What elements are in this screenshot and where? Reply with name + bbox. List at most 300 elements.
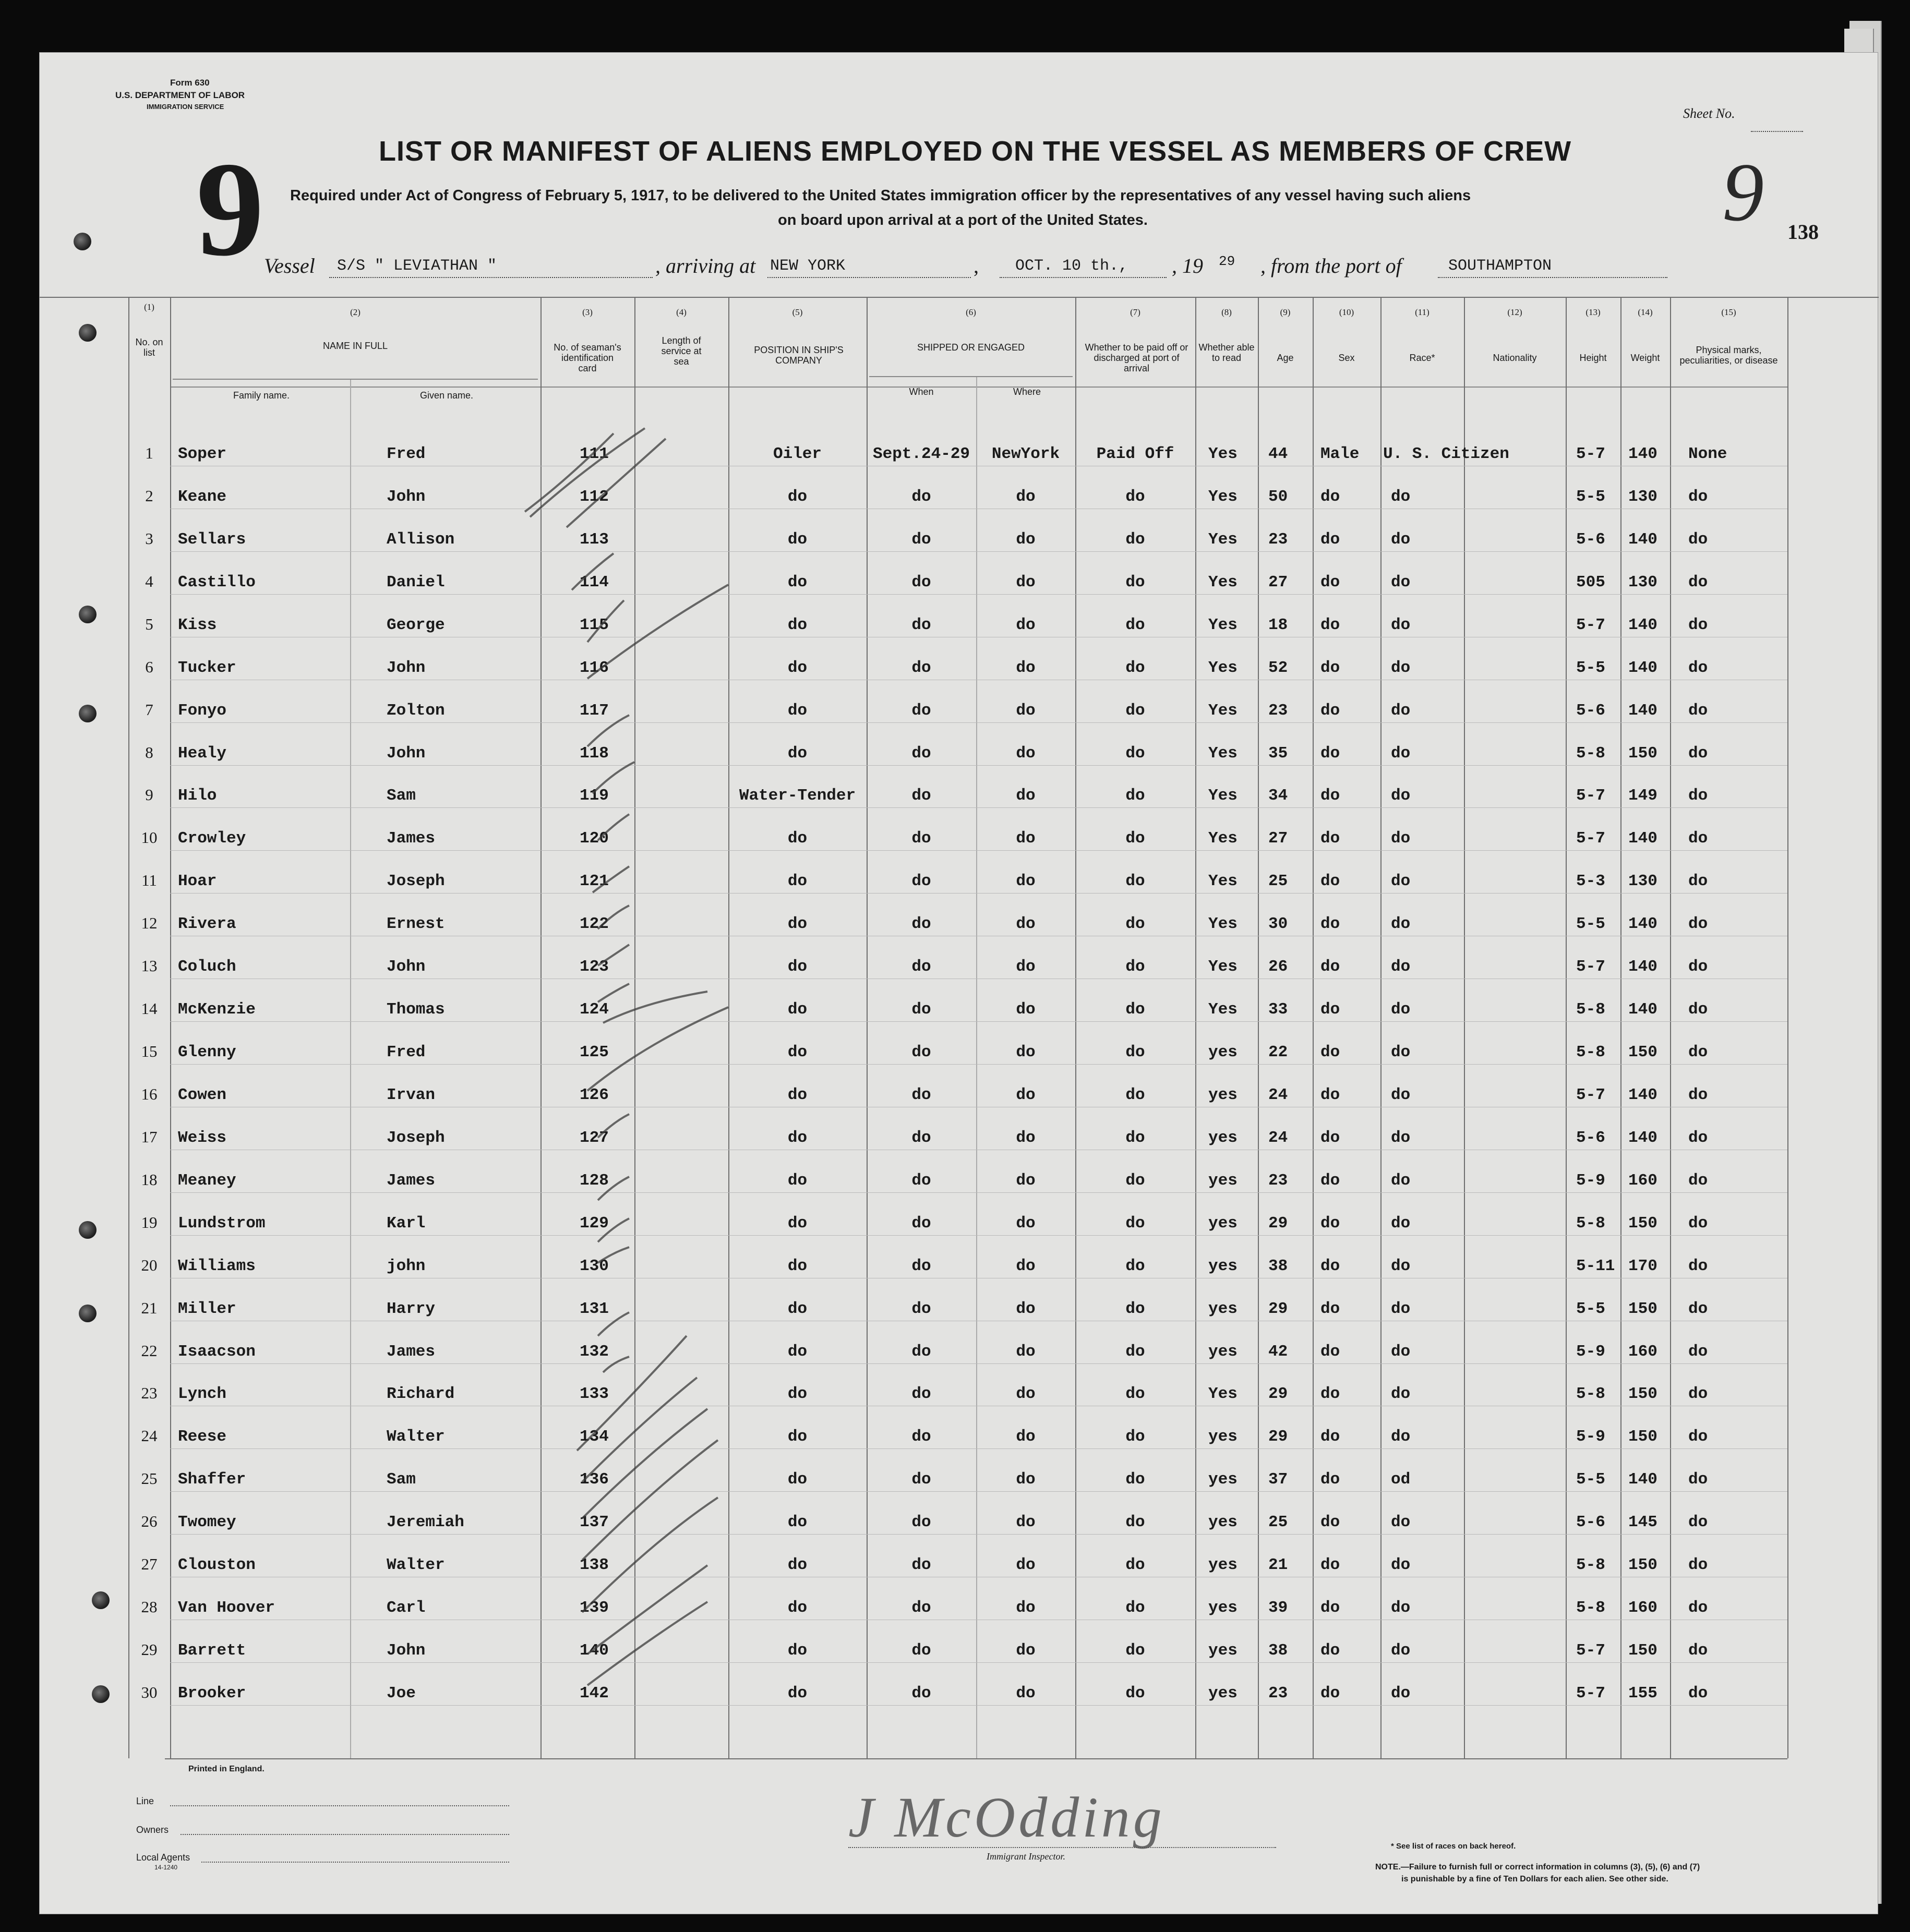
row-rule <box>170 1363 1787 1364</box>
cell-id-card: 126 <box>580 1086 609 1104</box>
row-number: 19 <box>141 1213 158 1231</box>
col-head-age: Age <box>1277 353 1294 363</box>
cell-shipped-when: do <box>911 1214 931 1233</box>
col-head-name: NAME IN FULL <box>322 341 388 351</box>
cell-physical-marks: do <box>1688 1343 1708 1361</box>
cell-race: do <box>1391 1513 1411 1531</box>
cell-shipped-where: do <box>1016 1343 1036 1361</box>
cell-able-read: yes <box>1208 1684 1238 1702</box>
cell-age: 23 <box>1268 1684 1288 1702</box>
cell-position: do <box>787 1172 808 1190</box>
cell-id-card: 130 <box>580 1257 609 1275</box>
cell-shipped-where: do <box>1016 1129 1036 1147</box>
row-rule <box>170 1021 1787 1022</box>
row-rule <box>170 807 1787 808</box>
cell-paid-off: do <box>1125 1641 1145 1660</box>
manifest-title: LIST OR MANIFEST OF ALIENS EMPLOYED ON THE VESSEL AS MEMBERS OF CREW <box>379 136 1572 167</box>
col-divider <box>1313 297 1314 1758</box>
cell-shipped-where: do <box>1016 1385 1036 1403</box>
cell-shipped-when: Sept.24-29 <box>872 445 970 463</box>
row-number: 25 <box>141 1469 158 1488</box>
cell-race: do <box>1391 1556 1411 1574</box>
cell-given-name: James <box>387 1343 436 1361</box>
row-number: 21 <box>141 1299 158 1317</box>
cell-family-name: Hilo <box>178 787 217 805</box>
col-head-physical: Physical marks, peculiarities, or disease <box>1679 345 1778 366</box>
cell-id-card: 117 <box>580 702 609 720</box>
check-stroke <box>598 1312 629 1336</box>
form-number: Form 630 <box>170 78 210 88</box>
cell-shipped-where: do <box>1016 829 1036 848</box>
check-stroke <box>593 762 634 793</box>
check-stroke <box>572 553 614 590</box>
sheet-no-handwritten: 9 <box>1722 146 1764 238</box>
cell-paid-off: do <box>1125 1043 1145 1061</box>
cell-able-read: Yes <box>1208 872 1238 890</box>
cell-height: 5-7 <box>1576 829 1605 848</box>
row-number: 14 <box>141 999 158 1018</box>
cell-id-card: 116 <box>580 659 609 677</box>
row-number: 27 <box>141 1555 158 1573</box>
cell-position: do <box>787 1641 808 1660</box>
owners-label: Owners <box>136 1825 169 1835</box>
cell-race: do <box>1391 829 1411 848</box>
cell-shipped-where: do <box>1016 488 1036 506</box>
cell-able-read: yes <box>1208 1513 1238 1531</box>
cell-family-name: Healy <box>178 744 227 763</box>
cell-given-name: Joe <box>387 1684 416 1702</box>
cell-weight: 130 <box>1628 488 1657 506</box>
cell-shipped-where: do <box>1016 573 1036 591</box>
cell-position: do <box>787 1000 808 1019</box>
col-divider <box>1380 297 1382 1758</box>
check-stroke <box>587 715 629 746</box>
cell-id-card: 131 <box>580 1300 609 1318</box>
race-note: * See list of races on back hereof. <box>1391 1842 1516 1851</box>
year-suffix: 29 <box>1219 253 1235 269</box>
col-divider <box>170 297 171 1758</box>
col-divider <box>128 297 129 1758</box>
check-stroke <box>593 866 629 892</box>
col-num: (9) <box>1280 307 1291 317</box>
cell-able-read: Yes <box>1208 915 1238 933</box>
cell-physical-marks: do <box>1688 1043 1708 1061</box>
col-num: (11) <box>1415 307 1430 317</box>
cell-paid-off: do <box>1125 1385 1145 1403</box>
row-rule <box>170 1662 1787 1663</box>
cell-shipped-where: do <box>1016 1556 1036 1574</box>
cell-given-name: John <box>387 744 426 763</box>
row-rule <box>170 1705 1787 1706</box>
punch-hole <box>79 324 97 342</box>
cell-position: do <box>787 1684 808 1702</box>
cell-shipped-when: do <box>911 488 931 506</box>
cell-given-name: James <box>387 829 436 848</box>
cell-position: Water-Tender <box>739 787 856 805</box>
cell-height: 5-8 <box>1576 1599 1605 1617</box>
cell-age: 39 <box>1268 1599 1288 1617</box>
row-number: 29 <box>141 1640 158 1659</box>
cell-position: do <box>787 872 808 890</box>
cell-shipped-where: do <box>1016 659 1036 677</box>
shipped-subhead-rule <box>869 376 1073 377</box>
col-head-shipped: SHIPPED OR ENGAGED <box>917 342 1025 353</box>
cell-position: do <box>787 1129 808 1147</box>
row-rule <box>170 551 1787 552</box>
vessel-underline <box>329 277 653 278</box>
cell-shipped-where: do <box>1016 702 1036 720</box>
cell-age: 18 <box>1268 616 1288 634</box>
cell-id-card: 139 <box>580 1599 609 1617</box>
table-top-rule <box>40 297 1879 298</box>
cell-physical-marks: do <box>1688 1214 1708 1233</box>
cell-id-card: 113 <box>580 530 609 549</box>
row-rule <box>170 1534 1787 1535</box>
cell-family-name: McKenzie <box>178 1000 256 1019</box>
cell-paid-off: do <box>1125 659 1145 677</box>
cell-shipped-where: do <box>1016 958 1036 976</box>
year-prefix: , 19 <box>1172 254 1203 277</box>
row-rule <box>170 722 1787 723</box>
row-number: 17 <box>141 1128 158 1146</box>
punch-hole <box>79 705 97 722</box>
cell-position: do <box>787 1214 808 1233</box>
cell-sex: do <box>1320 744 1340 763</box>
cell-shipped-when: do <box>911 530 931 549</box>
cell-physical-marks: do <box>1688 1513 1708 1531</box>
cell-sex: do <box>1320 915 1340 933</box>
cell-able-read: Yes <box>1208 1000 1238 1019</box>
cell-given-name: Zolton <box>387 702 445 720</box>
cell-race: od <box>1391 1470 1411 1489</box>
cell-given-name: Jeremiah <box>387 1513 464 1531</box>
arriving-port: NEW YORK <box>770 257 846 275</box>
cell-height: 5-6 <box>1576 1513 1605 1531</box>
cell-shipped-where: do <box>1016 1428 1036 1446</box>
cell-weight: 150 <box>1628 1214 1657 1233</box>
cell-able-read: Yes <box>1208 744 1238 763</box>
manifest-sheet <box>39 52 1878 1914</box>
cell-id-card: 133 <box>580 1385 609 1403</box>
cell-shipped-where: do <box>1016 1470 1036 1489</box>
cell-race: do <box>1391 744 1411 763</box>
row-number: 8 <box>145 743 153 762</box>
cell-height: 5-8 <box>1576 1556 1605 1574</box>
cell-weight: 155 <box>1628 1684 1657 1702</box>
cell-able-read: yes <box>1208 1599 1238 1617</box>
sheet-no-underline <box>1751 131 1803 132</box>
cell-sex: do <box>1320 1641 1340 1660</box>
cell-weight: 150 <box>1628 1043 1657 1061</box>
cell-id-card: 140 <box>580 1641 609 1660</box>
cell-paid-off: do <box>1125 915 1145 933</box>
cell-id-card: 127 <box>580 1129 609 1147</box>
cell-age: 33 <box>1268 1000 1288 1019</box>
cell-age: 38 <box>1268 1641 1288 1660</box>
col-divider <box>867 297 868 1758</box>
cell-id-card: 123 <box>580 958 609 976</box>
cell-shipped-when: do <box>911 1043 931 1061</box>
cell-able-read: yes <box>1208 1428 1238 1446</box>
cell-id-card: 120 <box>580 829 609 848</box>
cell-able-read: Yes <box>1208 616 1238 634</box>
cell-physical-marks: do <box>1688 1641 1708 1660</box>
cell-family-name: Lundstrom <box>178 1214 266 1233</box>
check-stroke <box>587 1602 707 1685</box>
cell-shipped-when: do <box>911 1513 931 1531</box>
cell-sex: do <box>1320 1684 1340 1702</box>
cell-shipped-where: do <box>1016 872 1036 890</box>
cell-given-name: Daniel <box>387 573 445 591</box>
cell-age: 44 <box>1268 445 1288 463</box>
cell-family-name: Meaney <box>178 1172 236 1190</box>
cell-sex: do <box>1320 1214 1340 1233</box>
cell-position: do <box>787 1470 808 1489</box>
cell-given-name: James <box>387 1172 436 1190</box>
cell-paid-off: do <box>1125 1599 1145 1617</box>
cell-shipped-where: do <box>1016 1214 1036 1233</box>
check-stroke <box>598 945 629 965</box>
cell-given-name: Walter <box>387 1428 445 1446</box>
cell-weight: 140 <box>1628 1470 1657 1489</box>
punch-hole <box>79 1221 97 1239</box>
cell-height: 5-7 <box>1576 1641 1605 1660</box>
cell-weight: 140 <box>1628 445 1657 463</box>
cell-able-read: yes <box>1208 1129 1238 1147</box>
cell-able-read: yes <box>1208 1086 1238 1104</box>
cell-weight: 145 <box>1628 1513 1657 1531</box>
cell-id-card: 115 <box>580 616 609 634</box>
cell-race: do <box>1391 1343 1411 1361</box>
fine-note-line-2: is punishable by a fine of Ten Dollars for each alien. See other side. <box>1401 1875 1668 1883</box>
cell-age: 27 <box>1268 573 1288 591</box>
cell-height: 505 <box>1576 573 1605 591</box>
cell-able-read: Yes <box>1208 530 1238 549</box>
cell-shipped-when: do <box>911 1556 931 1574</box>
check-stroke <box>598 1114 629 1138</box>
col-num: (7) <box>1130 307 1140 317</box>
cell-given-name: Irvan <box>387 1086 436 1104</box>
cell-given-name: Richard <box>387 1385 455 1403</box>
cell-shipped-when: do <box>911 787 931 805</box>
cell-race: do <box>1391 1086 1411 1104</box>
cell-race: do <box>1391 488 1411 506</box>
cell-paid-off: do <box>1125 488 1145 506</box>
cell-position: do <box>787 616 808 634</box>
cell-age: 37 <box>1268 1470 1288 1489</box>
cell-paid-off: do <box>1125 616 1145 634</box>
cell-family-name: Miller <box>178 1300 236 1318</box>
cell-given-name: John <box>387 958 426 976</box>
check-stroke <box>582 1498 718 1612</box>
cell-able-read: yes <box>1208 1556 1238 1574</box>
owners-underline <box>181 1834 509 1835</box>
cell-physical-marks: do <box>1688 1086 1708 1104</box>
cell-paid-off: do <box>1125 1172 1145 1190</box>
cell-age: 27 <box>1268 829 1288 848</box>
row-rule <box>170 765 1787 766</box>
cell-race: do <box>1391 1428 1411 1446</box>
cell-weight: 130 <box>1628 573 1657 591</box>
cell-family-name: Lynch <box>178 1385 227 1403</box>
sheet-no-label: Sheet No. <box>1683 106 1735 121</box>
cell-family-name: Castillo <box>178 573 256 591</box>
col-head-sex: Sex <box>1338 353 1355 363</box>
cell-id-card: 124 <box>580 1000 609 1019</box>
cell-paid-off: do <box>1125 1684 1145 1702</box>
cell-shipped-where: do <box>1016 1300 1036 1318</box>
punch-hole <box>92 1685 110 1703</box>
col-divider <box>350 379 351 1758</box>
col-num: (2) <box>350 307 361 317</box>
cell-sex: do <box>1320 530 1340 549</box>
col-num: (3) <box>582 307 593 317</box>
cell-position: do <box>787 1043 808 1061</box>
cell-race: do <box>1391 1300 1411 1318</box>
check-stroke <box>567 439 666 527</box>
cell-age: 25 <box>1268 872 1288 890</box>
cell-sex: do <box>1320 787 1340 805</box>
cell-shipped-where: do <box>1016 1641 1036 1660</box>
cell-age: 29 <box>1268 1214 1288 1233</box>
cell-able-read: yes <box>1208 1300 1238 1318</box>
check-stroke <box>598 1177 629 1200</box>
cell-able-read: yes <box>1208 1343 1238 1361</box>
cell-position: do <box>787 1556 808 1574</box>
cell-sex: do <box>1320 1172 1340 1190</box>
cell-sex: Male <box>1320 445 1360 463</box>
cell-physical-marks: do <box>1688 872 1708 890</box>
table-bottom-rule <box>165 1758 1787 1759</box>
cell-given-name: Joseph <box>387 1129 445 1147</box>
cell-physical-marks: do <box>1688 958 1708 976</box>
cell-physical-marks: do <box>1688 659 1708 677</box>
cell-sex: do <box>1320 616 1340 634</box>
cell-family-name: Shaffer <box>178 1470 246 1489</box>
cell-race: do <box>1391 573 1411 591</box>
col-divider <box>1195 297 1196 1758</box>
row-number: 16 <box>141 1085 158 1103</box>
cell-family-name: Fonyo <box>178 702 227 720</box>
cell-position: do <box>787 1300 808 1318</box>
cell-given-name: John <box>387 488 426 506</box>
cell-sex: do <box>1320 1470 1340 1489</box>
punch-hole <box>92 1591 110 1609</box>
big-sheet-number: 9 <box>196 134 264 284</box>
row-number: 9 <box>145 786 153 804</box>
row-number: 5 <box>145 615 153 633</box>
cell-shipped-when: do <box>911 1343 931 1361</box>
cell-position: do <box>787 744 808 763</box>
cell-paid-off: do <box>1125 1000 1145 1019</box>
cell-shipped-when: do <box>911 1000 931 1019</box>
row-number: 3 <box>145 529 153 548</box>
cell-able-read: yes <box>1208 1172 1238 1190</box>
check-stroke <box>598 814 629 840</box>
cell-height: 5-6 <box>1576 702 1605 720</box>
cell-paid-off: do <box>1125 744 1145 763</box>
cell-shipped-when: do <box>911 659 931 677</box>
col-head-paid: Whether to be paid off or discharged at port of arrival <box>1085 342 1188 373</box>
cell-id-card: 125 <box>580 1043 609 1061</box>
cell-weight: 140 <box>1628 616 1657 634</box>
cell-physical-marks: do <box>1688 616 1708 634</box>
row-rule <box>170 1448 1787 1449</box>
col-num: (4) <box>676 307 687 317</box>
cell-physical-marks: None <box>1688 445 1727 463</box>
cell-height: 5-8 <box>1576 1214 1605 1233</box>
cell-physical-marks: do <box>1688 1470 1708 1489</box>
cell-physical-marks: do <box>1688 1000 1708 1019</box>
col-divider <box>1787 297 1788 1758</box>
cell-position: do <box>787 1385 808 1403</box>
cell-given-name: Allison <box>387 530 455 549</box>
cell-able-read: Yes <box>1208 445 1238 463</box>
col-divider <box>1075 297 1076 1758</box>
cell-weight: 150 <box>1628 1556 1657 1574</box>
row-number: 4 <box>145 572 153 590</box>
name-subhead-rule <box>173 379 538 380</box>
cell-physical-marks: do <box>1688 1556 1708 1574</box>
cell-family-name: Coluch <box>178 958 236 976</box>
inspector-signature: J McOdding <box>848 1785 1165 1849</box>
cell-height: 5-7 <box>1576 445 1605 463</box>
vessel-label: Vessel <box>264 254 315 277</box>
cell-age: 22 <box>1268 1043 1288 1061</box>
cell-height: 5-11 <box>1576 1257 1615 1275</box>
check-stroke <box>598 1218 629 1242</box>
cell-age: 25 <box>1268 1513 1288 1531</box>
cell-height: 5-3 <box>1576 872 1605 890</box>
cell-position: do <box>787 829 808 848</box>
punch-hole <box>79 606 97 623</box>
row-number: 23 <box>141 1384 158 1402</box>
cell-race: do <box>1391 787 1411 805</box>
cell-shipped-where: do <box>1016 1684 1036 1702</box>
cell-shipped-when: do <box>911 829 931 848</box>
cell-position: do <box>787 1086 808 1104</box>
cell-able-read: yes <box>1208 1257 1238 1275</box>
date-underline <box>1000 277 1167 278</box>
cell-shipped-when: do <box>911 1599 931 1617</box>
cell-sex: do <box>1320 958 1340 976</box>
cell-race: do <box>1391 616 1411 634</box>
cell-able-read: Yes <box>1208 958 1238 976</box>
cell-height: 5-8 <box>1576 744 1605 763</box>
cell-sex: do <box>1320 1385 1340 1403</box>
cell-given-name: Sam <box>387 787 416 805</box>
port-underline <box>767 277 971 278</box>
cell-sex: do <box>1320 659 1340 677</box>
cell-physical-marks: do <box>1688 530 1708 549</box>
cell-race: do <box>1391 1043 1411 1061</box>
cell-weight: 160 <box>1628 1343 1657 1361</box>
cell-given-name: Ernest <box>387 915 445 933</box>
cell-able-read: Yes <box>1208 829 1238 848</box>
inspector-label: Immigrant Inspector. <box>987 1851 1065 1862</box>
cell-sex: do <box>1320 872 1340 890</box>
cell-weight: 150 <box>1628 1641 1657 1660</box>
cell-given-name: Harry <box>387 1300 436 1318</box>
row-rule <box>170 1235 1787 1236</box>
check-stroke <box>603 1357 629 1372</box>
row-number: 10 <box>141 828 158 847</box>
cell-paid-off: do <box>1125 1300 1145 1318</box>
cell-id-card: 118 <box>580 744 609 763</box>
row-number: 13 <box>141 957 158 975</box>
cell-paid-off: do <box>1125 1428 1145 1446</box>
cell-id-card: 112 <box>580 488 609 506</box>
